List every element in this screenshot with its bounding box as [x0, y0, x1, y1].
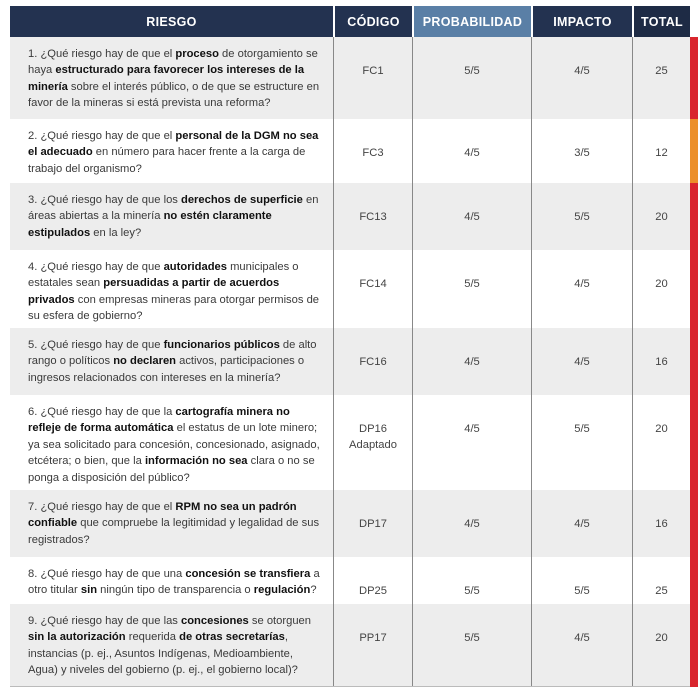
impact-value: 4/5: [531, 604, 632, 687]
header-total: TOTAL: [632, 6, 690, 37]
risk-question-emphasis: cartografía minera no refleje de forma automática: [28, 406, 290, 435]
risk-code: DP16 Adaptado: [333, 395, 412, 490]
probability-value: 5/5: [412, 37, 531, 119]
risk-question-text: 9. ¿Qué riesgo hay de que las: [28, 615, 181, 627]
risk-level-bar: [690, 604, 698, 687]
risk-question-text: que compruebe la legitimidad y legalidad de sus registrados?: [28, 517, 320, 546]
impact-value: 3/5: [531, 119, 632, 183]
total-score: 20: [632, 250, 690, 328]
risk-question-emphasis: información no sea: [144, 455, 248, 468]
risk-code: FC3: [333, 119, 412, 183]
risk-level-bar: [690, 250, 698, 328]
table-row: [10, 395, 690, 490]
table-row: [10, 37, 690, 119]
impact-value: 5/5: [531, 395, 632, 490]
risk-question-emphasis: no declaren: [113, 355, 176, 368]
impact-value: 4/5: [531, 37, 632, 119]
risk-question-emphasis: derechos de superficie: [181, 194, 303, 206]
risk-code: PP17: [333, 604, 412, 687]
impact-value: 5/5: [531, 183, 632, 250]
risk-question-text: 8. ¿Qué riesgo hay de que una: [28, 568, 186, 580]
risk-question-text: en número para hacer frente a la carga de trabajo del organismo?: [28, 146, 306, 175]
risk-level-bar: [690, 490, 698, 557]
risk-question-emphasis: autoridades: [163, 261, 227, 273]
risk-question-emphasis: funcionarios públicos: [163, 339, 280, 351]
risk-question-text: requerida: [125, 631, 180, 644]
risk-question-emphasis: de otras secretarías: [179, 631, 285, 644]
total-score: 20: [632, 395, 690, 490]
impact-value: 5/5: [531, 557, 632, 604]
risk-question-text: 3. ¿Qué riesgo hay de que los: [28, 194, 181, 206]
table-row: [10, 183, 690, 250]
risk-question-text: clara o no se ponga a disposición del público?: [28, 455, 315, 484]
table-row: [10, 604, 690, 687]
table-row: [10, 557, 690, 604]
probability-value: 5/5: [412, 604, 531, 687]
probability-value: 5/5: [412, 250, 531, 328]
risk-level-bar: [690, 557, 698, 604]
risk-code: FC1: [333, 37, 412, 119]
risk-question-emphasis: concesiones: [181, 615, 249, 627]
risk-question-emphasis: personal de la DGM no sea el adecuado: [28, 130, 319, 159]
risk-question-text: el estatus de un lote minero; ya sea solicitado para concesión, concesionado, asignado, etcétera; o bien, que la: [28, 422, 320, 468]
table-bottom-border: [10, 686, 690, 687]
table-row: [10, 328, 690, 395]
risk-question-text: a otro titular: [28, 568, 320, 597]
risk-table: [10, 6, 690, 687]
risk-question-text: activos, participaciones o ingresos relacionados con intereses en la minería?: [28, 355, 305, 384]
risk-question: [10, 250, 333, 328]
risk-level-bar: [690, 119, 698, 183]
risk-code: FC13: [333, 183, 412, 250]
risk-question-emphasis: sin la autorización: [28, 631, 126, 644]
risk-question-text: ?: [310, 584, 317, 597]
probability-value: 4/5: [412, 395, 531, 490]
table-row: [10, 119, 690, 183]
probability-value: 4/5: [412, 119, 531, 183]
risk-level-bar: [690, 395, 698, 490]
risk-question-emphasis: proceso: [175, 48, 219, 60]
risk-question-emphasis: persuadidas a partir de acuerdos privados: [28, 277, 280, 306]
risk-code: DP17: [333, 490, 412, 557]
risk-question-text: de alto rango o políticos: [28, 339, 317, 368]
risk-question-text: 5. ¿Qué riesgo hay de que: [28, 339, 164, 351]
risk-question-emphasis: regulación: [253, 584, 311, 597]
risk-question-emphasis: no estén claramente estipulados: [28, 210, 272, 239]
risk-question: [10, 395, 333, 490]
risk-question-text: con empresas mineras para otorgar permisos de su esfera de gobierno?: [28, 293, 320, 323]
risk-question-text: se otorguen: [248, 615, 311, 627]
risk-code: FC14: [333, 250, 412, 328]
table-row: [10, 250, 690, 328]
risk-question-text: en áreas abiertas a la minería: [28, 194, 319, 223]
risk-code: DP25: [333, 557, 412, 604]
header-codigo: CÓDIGO: [333, 6, 412, 37]
risk-question: [10, 328, 333, 395]
total-score: 20: [632, 604, 690, 687]
risk-level-bar: [690, 37, 698, 119]
total-score: 25: [632, 37, 690, 119]
risk-question-emphasis: RPM no sea un padrón confiable: [28, 501, 297, 530]
risk-question-text: ningún tipo de transparencia o: [97, 584, 254, 597]
total-score: 16: [632, 328, 690, 395]
impact-value: 4/5: [531, 250, 632, 328]
risk-question-emphasis: sin: [80, 584, 98, 597]
risk-question-text: 2. ¿Qué riesgo hay de que el: [28, 130, 176, 142]
risk-question-emphasis: concesión se transfiera: [185, 568, 311, 580]
probability-value: 5/5: [412, 557, 531, 604]
table-header: [10, 6, 690, 37]
probability-value: 4/5: [412, 328, 531, 395]
risk-level-bar: [690, 328, 698, 395]
probability-value: 4/5: [412, 490, 531, 557]
risk-question-text: en la ley?: [90, 226, 142, 239]
total-score: 20: [632, 183, 690, 250]
risk-question-text: municipales o estatales sean: [28, 261, 299, 290]
table-row: [10, 490, 690, 557]
risk-question: [10, 37, 333, 119]
risk-question: [10, 490, 333, 557]
risk-question: [10, 183, 333, 250]
risk-question-text: 6. ¿Qué riesgo hay de que la: [28, 406, 176, 418]
probability-value: 4/5: [412, 183, 531, 250]
risk-question: [10, 119, 333, 183]
risk-question-text: sobre el interés público, o de que se estructure en favor de la mineras si está prevista una reforma?: [28, 80, 320, 110]
risk-code: FC16: [333, 328, 412, 395]
risk-question-text: 4. ¿Qué riesgo hay de que: [28, 261, 164, 273]
risk-level-bar: [690, 183, 698, 250]
table-body: [10, 37, 690, 687]
total-score: 25: [632, 557, 690, 604]
impact-value: 4/5: [531, 328, 632, 395]
risk-question-text: , instancias (p. ej., Asuntos Indígenas, Medioambiente, Agua) y niveles del gobierno (p. ej., el gobierno local)?: [28, 631, 298, 677]
total-score: 16: [632, 490, 690, 557]
header-impacto: IMPACTO: [531, 6, 632, 37]
risk-question-text: 7. ¿Qué riesgo hay de que el: [28, 501, 176, 513]
risk-question-text: 1. ¿Qué riesgo hay de que el: [28, 48, 176, 60]
risk-question: [10, 604, 333, 687]
impact-value: 4/5: [531, 490, 632, 557]
header-probabilidad: PROBABILIDAD: [412, 6, 531, 37]
risk-question: [10, 557, 333, 604]
total-score: 12: [632, 119, 690, 183]
risk-question-text: de otorgamiento se haya: [28, 48, 318, 77]
risk-question-emphasis: estructurado para favorecer los intereses de la minería: [28, 64, 305, 93]
header-riesgo: RIESGO: [10, 6, 333, 37]
